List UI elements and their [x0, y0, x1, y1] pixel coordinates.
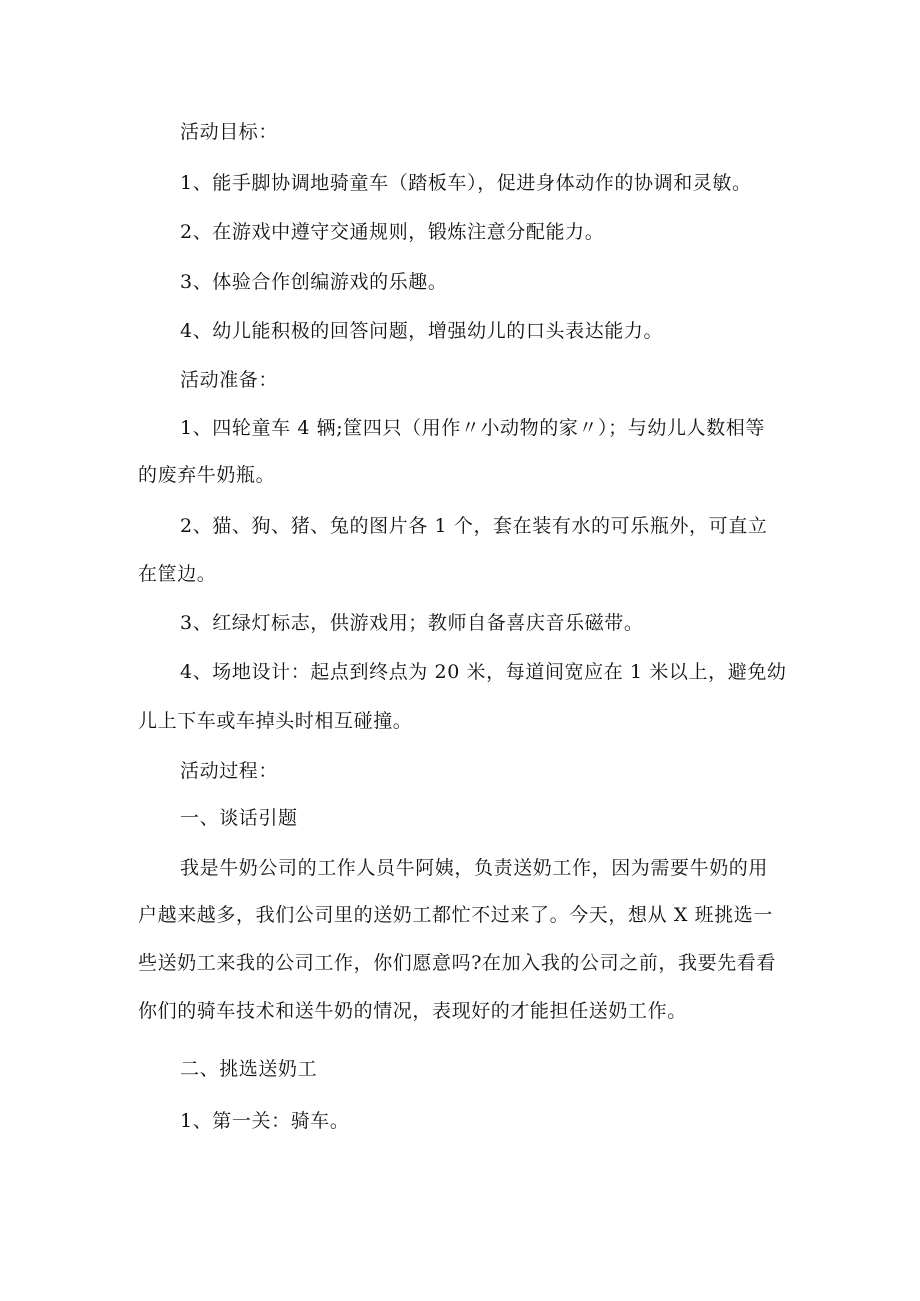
prep-item-3: 3、红绿灯标志，供游戏用；教师自备喜庆音乐磁带。	[180, 612, 644, 634]
prep-item-4-line-2: 儿上下车或车掉头时相互碰撞。	[138, 710, 413, 732]
section-1-paragraph-line-4: 你们的骑车技术和送牛奶的情况，表现好的才能担任送奶工作。	[138, 1000, 687, 1022]
section-1-paragraph-line-2: 户越来越多，我们公司里的送奶工都忙不过来了。今天，想从 X 班挑选一	[138, 904, 774, 926]
prep-item-4-line-1: 4、场地设计：起点到终点为 20 米，每道间宽应在 1 米以上，避免幼	[180, 661, 787, 683]
heading-activity-process: 活动过程：	[180, 760, 279, 782]
section-2-title: 二、挑选送奶工	[180, 1058, 318, 1080]
goal-item-1: 1、能手脚协调地骑童车（踏板车），促进身体动作的协调和灵敏。	[180, 172, 752, 194]
goal-item-3: 3、体验合作创编游戏的乐趣。	[180, 271, 448, 293]
section-1-title: 一、谈话引题	[180, 807, 298, 829]
section-1-paragraph-line-3: 些送奶工来我的公司工作，你们愿意吗?在加入我的公司之前，我要先看看	[138, 952, 776, 974]
prep-item-1-line-1: 1、四轮童车 4 辆;筐四只（用作〃小动物的家〃）；与幼儿人数相等	[180, 417, 765, 439]
heading-activity-goals: 活动目标：	[180, 121, 279, 143]
section-1-paragraph-line-1: 我是牛奶公司的工作人员牛阿姨，负责送奶工作，因为需要牛奶的用	[180, 857, 769, 879]
prep-item-2-line-2: 在筐边。	[138, 563, 217, 585]
heading-activity-preparation: 活动准备：	[180, 369, 279, 391]
section-2-item-1: 1、第一关：骑车。	[180, 1110, 350, 1132]
prep-item-1-line-2: 的废弃牛奶瓶。	[138, 464, 276, 486]
goal-item-2: 2、在游戏中遵守交通规则，锻炼注意分配能力。	[180, 221, 605, 243]
goal-item-4: 4、幼儿能积极的回答问题，增强幼儿的口头表达能力。	[180, 320, 664, 342]
prep-item-2-line-1: 2、猫、狗、猪、兔的图片各 1 个，套在装有水的可乐瓶外，可直立	[180, 515, 768, 537]
